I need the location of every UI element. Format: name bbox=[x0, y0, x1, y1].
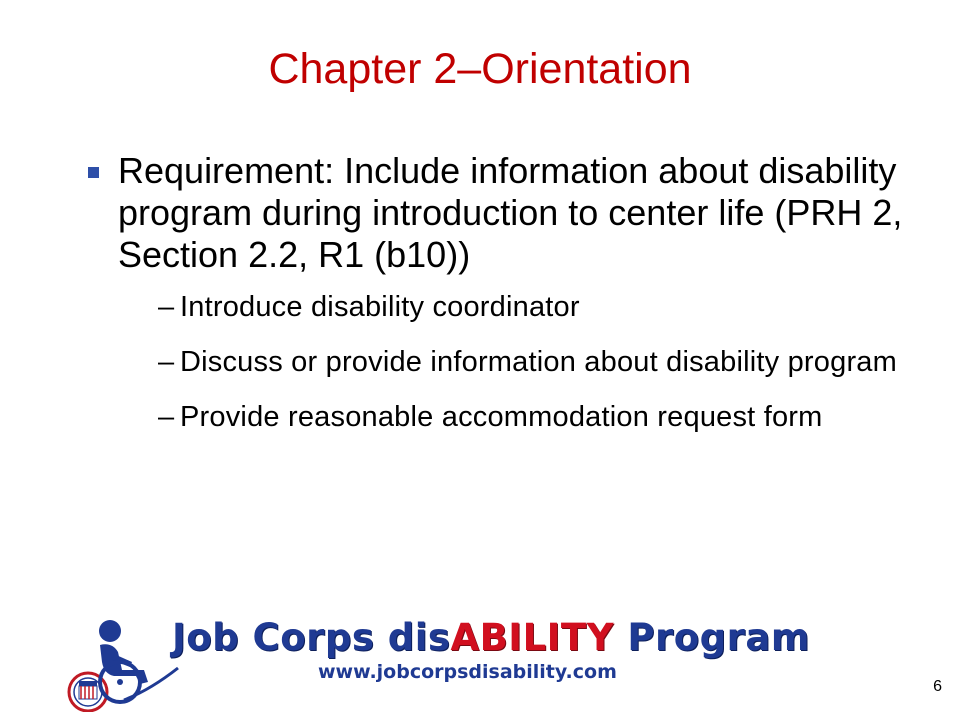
dash-marker: – bbox=[158, 401, 175, 433]
sub-bullet-text: Introduce disability coordinator bbox=[180, 291, 580, 323]
dash-marker: – bbox=[158, 291, 175, 323]
sub-bullet bbox=[158, 290, 904, 324]
slide-title: Chapter 2–Orientation bbox=[268, 45, 692, 93]
square-bullet-icon bbox=[88, 167, 99, 178]
banner-title-accent: ABILITY bbox=[450, 616, 614, 659]
wheelchair-figure-icon bbox=[60, 612, 180, 712]
main-bullet bbox=[84, 150, 904, 276]
bullet-list bbox=[84, 150, 904, 455]
program-banner bbox=[60, 612, 880, 712]
main-bullet-text: Requirement: Include information about disability program during introduction to center life (PRH 2, Section 2.2, R1 (b10)) bbox=[118, 150, 903, 275]
sub-bullet-text: Provide reasonable accommodation request form bbox=[180, 401, 823, 433]
banner-title-part: Job Corps dis bbox=[172, 616, 451, 659]
banner-title bbox=[172, 616, 810, 659]
sub-bullet-list bbox=[84, 290, 904, 434]
dash-marker: – bbox=[158, 346, 175, 378]
page-number: 6 bbox=[933, 678, 942, 695]
banner-title-part: Program bbox=[613, 616, 810, 659]
banner-url: www.jobcorpsdisability.com bbox=[318, 661, 617, 683]
sub-bullet bbox=[158, 345, 904, 379]
sub-bullet-group bbox=[84, 290, 904, 434]
sub-bullet-text: Discuss or provide information about disability program bbox=[180, 346, 897, 378]
sub-bullet bbox=[158, 400, 904, 434]
